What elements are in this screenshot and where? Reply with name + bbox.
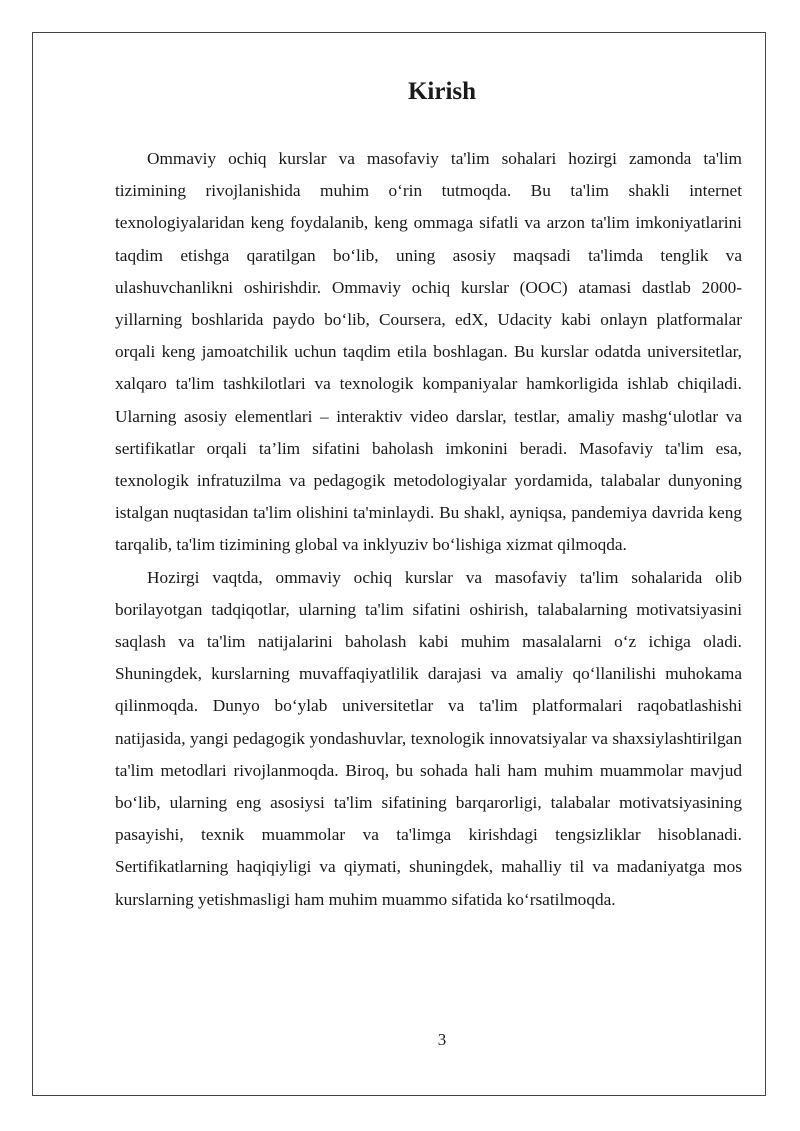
page-number: 3 bbox=[437, 1030, 447, 1049]
paragraph-1: Ommaviy ochiq kurslar va masofaviy ta'lim sohalari hozirgi zamonda ta'lim tizimining rivojlanishida muhim o‘rin tutmoqda. Bu ta'lim shakli internet texnologiyalaridan keng foydalanib, keng ommaga sifatli va arzon ta'lim imkoniyatlarini taqdim etishga qaratilgan bo‘lib, uning asosiy maqsadi ta'limda tenglik va ulashuvchanlikni oshirishdir. Ommaviy ochiq kurslar (OOC) atamasi dastlab 2000-yillarning boshlarida paydo bo‘lib, Coursera, edX, Udacity kabi onlayn platformalar orqali keng jamoatchilik uchun taqdim etila boshlagan. Bu kurslar odatda universitetlar, xalqaro ta'lim tashkilotlari va texnologik kompaniyalar hamkorligida ishlab chiqiladi. Ularning asosiy elementlari – interaktiv video darslar, testlar, amaliy mashg‘ulotlar va sertifikatlar orqali ta’lim sifatini baholash imkonini beradi. Masofaviy ta'lim esa, texnologik infratuzilma va pedagogik metodologiyalar yordamida, talabalar dunyoning istalgan nuqtasidan ta'lim olishini ta'minlaydi. Bu shakl, ayniqsa, pandemiya davrida keng tarqalib, ta'lim tizimining global va inklyuziv bo‘lishiga xizmat qilmoqda. bbox=[115, 149, 742, 555]
document-body bbox=[115, 143, 742, 916]
page-title: Kirish bbox=[407, 78, 477, 105]
paragraph-2: Hozirgi vaqtda, ommaviy ochiq kurslar va masofaviy ta'lim sohalarida olib borilayotgan tadqiqotlar, ularning ta'lim sifatini oshirish, talabalarning motivatsiyasini saqlash va ta'lim natijalarini baholash kabi muhim masalalarni o‘z ichiga oladi. Shuningdek, kurslarning muvaffaqiyatlilik darajasi va amaliy qo‘llanilishi muhokama qilinmoqda. Dunyo bo‘ylab universitetlar va ta'lim platformalari raqobatlashishi natijasida, yangi pedagogik yondashuvlar, texnologik innovatsiyalar va shaxsiylashtirilgan ta'lim metodlari rivojlanmoqda. Biroq, bu sohada hali ham muhim muammolar mavjud bo‘lib, ularning eng asosiysi ta'lim sifatining barqarorligi, talabalar motivatsiyasining pasayishi, texnik muammolar va ta'limga kirishdagi tengsizliklar hisoblanadi. Sertifikatlarning haqiqiyligi va qiymati, shuningdek, mahalliy til va madaniyatga mos kurslarning yetishmasligi ham muhim muammo sifatida ko‘rsatilmoqda. bbox=[115, 567, 742, 909]
